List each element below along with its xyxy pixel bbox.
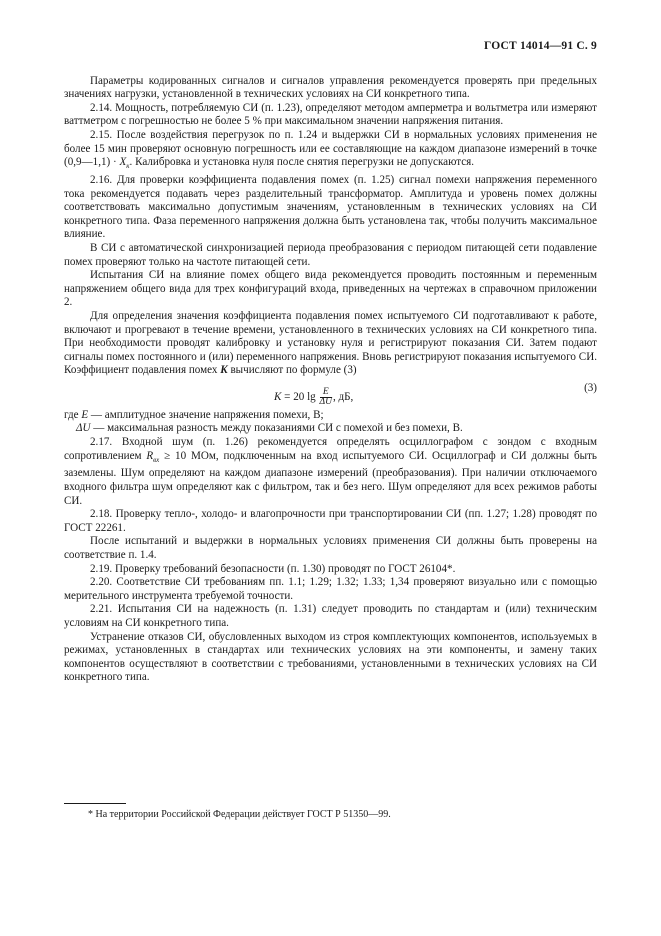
formula-eq: = 20 lg [281, 390, 316, 403]
formula-fraction [320, 388, 332, 407]
footnote: * На территории Российской Федерации действует ГОСТ Р 51350—99. [88, 809, 391, 820]
paragraph-2-14: 2.14. Мощность, потребляемую СИ (п. 1.23), определяют методом амперметра и вольтметра или измеряют ваттметром с погрешностью не более 5 % при максимальном значении напряжения питания. [64, 101, 597, 128]
paragraph-2-19: 2.19. Проверку требований безопасности (п. 1.30) проводят по ГОСТ 26104*. [90, 562, 456, 575]
formula-number: (3) [584, 381, 597, 394]
where-line-2: ΔU — максимальная разность между показаниями СИ с помехой и без помехи, В. [76, 422, 463, 435]
paragraph: Испытания СИ на влияние помех общего вида рекомендуется проводить постоянным и переменным напряжением общего вида для трех конфигураций входа, приведенных на чертежах в справочном приложении 2. [64, 269, 597, 309]
text-run: 2.17. Входной шум (п. 1.26) рекомендуется определять осциллографом с зондом с входным сопротивлением [64, 436, 597, 462]
paragraph-2-15 [64, 129, 597, 174]
text-run: Для определения значения коэффициента подавления помех испытуемого СИ подготавливают к работе, включают и прогревают в течение времени, установленного в технических условиях на СИ конкретного типа. При необходимости проводят калибровку и установку нуля и регистрируют показания СИ. Затем подают сигналы помех постоянного и (или) переменного напряжения. Вновь регистрируют показания испытуемого СИ. Коэффициент подавления помех [64, 309, 597, 377]
formula-unit: , дБ, [332, 390, 354, 403]
paragraph-coefficient [64, 310, 597, 378]
document-page [64, 40, 597, 685]
paragraph-2-21: 2.21. Испытания СИ на надежность (п. 1.31) следует проводить по стандартам и (или) техническим условиям на СИ конкретного типа. [64, 603, 597, 629]
text-run: . Калибровка и установка нуля после снятия перегрузки не допускаются. [129, 156, 475, 169]
where-line-1: где E — амплитудное значение напряжения помехи, В; [64, 408, 324, 421]
text-run: вычисляют по формуле (3) [227, 364, 357, 377]
paragraph: Параметры кодированных сигналов и сигналов управления рекомендуется проверять при предельных значениях нагрузки, установленной в технических условиях на СИ конкретного типа. [64, 74, 597, 101]
symbol-r-in: $R_{вх}$ [146, 449, 160, 464]
symbol-k: K [220, 364, 228, 377]
formula-3 [64, 382, 597, 409]
symbol-xk: $X_к$ [119, 156, 130, 171]
text-run: ≥ 10 МОм, подключенным на вход испытуемого СИ. Осциллограф и СИ должны быть заземлены. Шум определяют на каждом диапазоне измерений (преобразования). При наличии отключаемого входного фильтра шум определяют как с фильтром, так и без него. Шум определяют для всех режимов работы СИ. [64, 449, 597, 507]
paragraph-2-18: 2.18. Проверку тепло-, холодо- и влагопрочности при транспортировании СИ (пп. 1.27; 1.28) проводят по ГОСТ 22261. [64, 508, 597, 534]
document-body [64, 75, 597, 685]
paragraph: После испытаний и выдержки в нормальных условиях применения СИ должны быть проверены на соответствие п. 1.4. [64, 535, 597, 562]
paragraph-2-16: 2.16. Для проверки коэффициента подавления помех (п. 1.25) сигнал помехи напряжения переменного тока рекомендуется подавать через разделительный трансформатор. Амплитуда и уровень помех должны соответствовать максимально допустимым значениям, установленным в технических условиях на СИ конкретного типа. Фаза переменного напряжения должна быть установлена так, чтобы получить максимальное влияние. [64, 173, 597, 241]
text-run: 2.15. После воздействия перегрузок по п. 1.24 и выдержки СИ в нормальных условиях применения не более 15 мин проверяют основную погрешность или ее составляющие на каждом диапазоне измерений в точке (0,9—1,1) · [64, 128, 597, 169]
fraction-denominator: ΔU [319, 396, 332, 407]
paragraph-2-17 [64, 436, 597, 508]
formula-lhs: K [274, 390, 282, 403]
page-header: ГОСТ 14014—91 С. 9 [484, 40, 597, 52]
fraction-numerator: E [320, 388, 332, 398]
paragraph: В СИ с автоматической синхронизацией периода преобразования с периодом питающей сети подавление помех проверяют только на частоте питающей сети. [64, 241, 597, 268]
paragraph-2-20: 2.20. Соответствие СИ требованиям пп. 1.1; 1.29; 1.32; 1.33; 1,34 проверяют визуально или с помощью мерительного инструмента требуемой точности. [64, 576, 597, 602]
formula-expression [274, 388, 353, 407]
footnote-divider [64, 803, 126, 804]
paragraph: Устранение отказов СИ, обусловленных выходом из строя комплектующих компонентов, используемых в режимах, установленных в стандартах или технических условиях на эти компоненты, и замену таких компонентов осуществляют в соответствии с требованиями, установленными в технических условиях на СИ конкретного типа. [64, 630, 597, 684]
